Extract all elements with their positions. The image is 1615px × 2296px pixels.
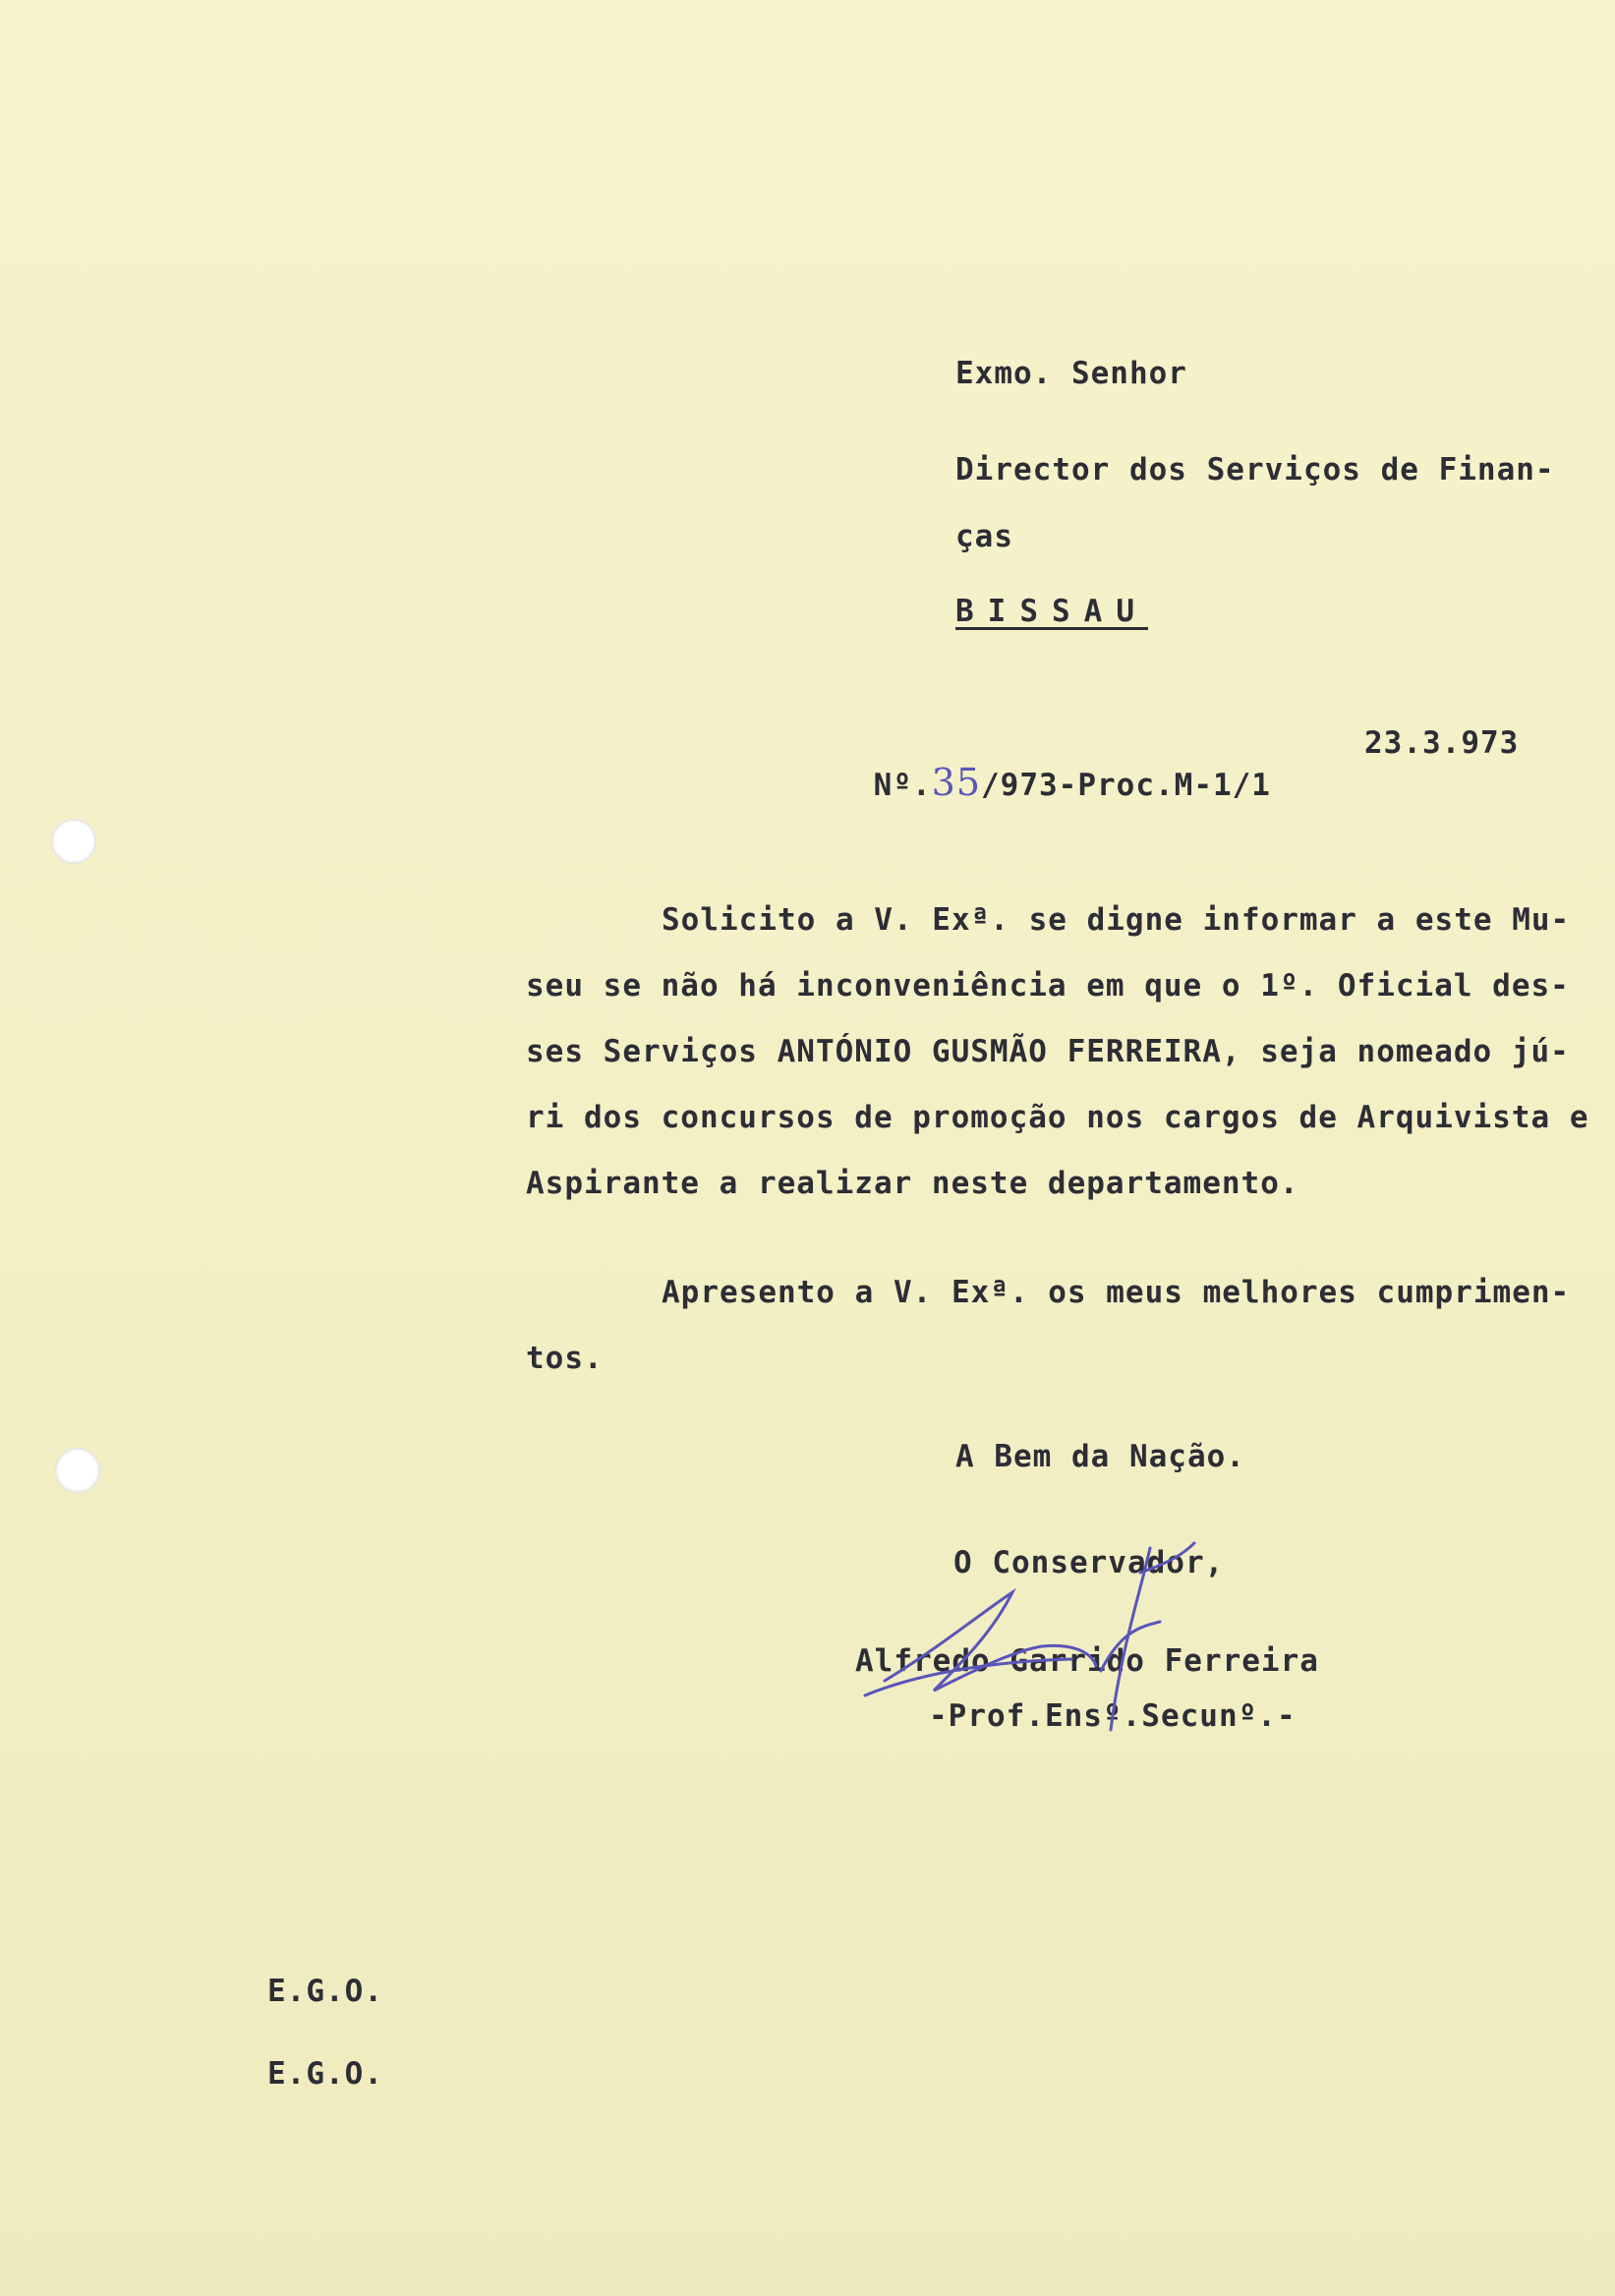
reference-suffix: /973-Proc.M-1/1 bbox=[981, 768, 1271, 803]
punch-hole-bottom bbox=[55, 1448, 100, 1493]
signatory-role: -Prof.Ensº.Secunº.- bbox=[929, 1698, 1297, 1734]
body-p2-line-2: tos. bbox=[526, 1341, 604, 1376]
closing-motto: A Bem da Nação. bbox=[955, 1439, 1245, 1474]
signatory-name: Alfredo Garrido Ferreira bbox=[855, 1643, 1319, 1679]
body-p2-line-1: Apresento a V. Exª. os meus melhores cumprimen- bbox=[662, 1275, 1571, 1310]
reference-date: 23.3.973 bbox=[1364, 725, 1520, 761]
body-p1-line-4: ri dos concursos de promoção nos cargos de Arquivista e bbox=[526, 1100, 1589, 1135]
punch-hole-top bbox=[51, 819, 96, 864]
reference-line bbox=[796, 725, 1271, 839]
body-p1-line-5: Aspirante a realizar neste departamento. bbox=[526, 1166, 1299, 1201]
recipient-city: BISSAU bbox=[955, 594, 1148, 629]
reference-prefix: Nº. bbox=[873, 768, 932, 803]
salutation: Exmo. Senhor bbox=[955, 356, 1187, 391]
footer-code-2: E.G.O. bbox=[267, 2056, 383, 2092]
footer-code-1: E.G.O. bbox=[267, 1974, 383, 2009]
closing-title: O Conservador, bbox=[953, 1545, 1225, 1580]
recipient-line-1: Director dos Serviços de Finan- bbox=[955, 452, 1555, 488]
signature-scribble bbox=[845, 1533, 1258, 1759]
body-p1-line-3: ses Serviços ANTÓNIO GUSMÃO FERREIRA, seja nomeado jú- bbox=[526, 1034, 1570, 1069]
body-p1-line-1: Solicito a V. Exª. se digne informar a este Mu- bbox=[662, 902, 1571, 938]
handwritten-number: 35 bbox=[931, 761, 982, 804]
recipient-line-2: ças bbox=[955, 519, 1013, 554]
body-p1-line-2: seu se não há inconveniência em que o 1º. Oficial des- bbox=[526, 968, 1570, 1004]
